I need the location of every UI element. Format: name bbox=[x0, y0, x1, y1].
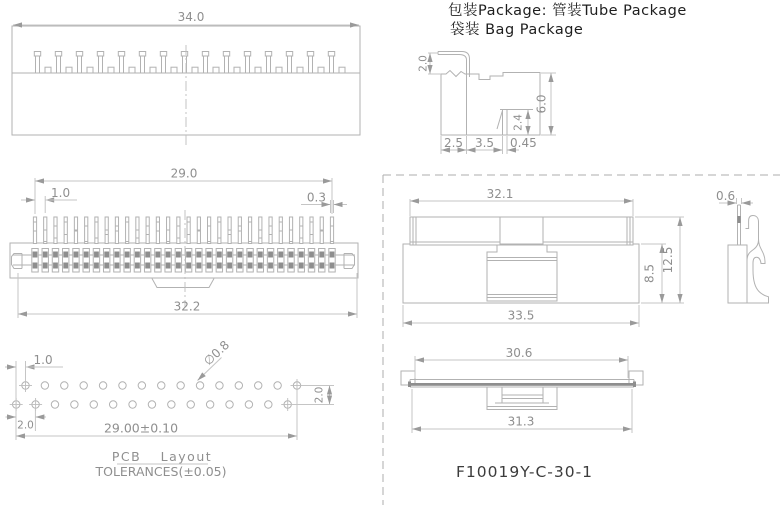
pin-cap bbox=[328, 52, 334, 57]
pin-cap bbox=[76, 52, 82, 57]
dim-6-0: 6.0 bbox=[534, 94, 549, 114]
pin-cap bbox=[160, 52, 166, 57]
pin-lead bbox=[126, 217, 129, 244]
pin-cap bbox=[55, 52, 61, 57]
pin-lead bbox=[187, 217, 190, 244]
board-edge bbox=[408, 383, 636, 386]
assembled-bottom-view bbox=[401, 346, 643, 433]
pin-side-view bbox=[418, 52, 557, 155]
pin-up bbox=[225, 56, 229, 73]
pcb-hole bbox=[245, 401, 252, 408]
dim-3-5: 3.5 bbox=[474, 136, 495, 150]
pin-lead bbox=[330, 217, 333, 244]
pin-down bbox=[255, 67, 261, 73]
pcb-hole bbox=[177, 382, 184, 389]
dim-32-2: 32.2 bbox=[173, 299, 201, 314]
tube-end-left bbox=[12, 254, 23, 269]
tube-end-right bbox=[344, 254, 355, 269]
pin-lead bbox=[95, 217, 98, 244]
pin-lead bbox=[269, 217, 272, 244]
pcb-hole bbox=[226, 401, 233, 408]
pcb-hole bbox=[187, 401, 194, 408]
dim-29-0: 29.0 bbox=[170, 166, 198, 181]
pin-lead bbox=[218, 217, 221, 244]
pin-up bbox=[330, 56, 334, 73]
pcb-hole bbox=[51, 401, 58, 408]
pin-up bbox=[309, 56, 313, 73]
pcb-hole bbox=[235, 382, 242, 389]
pcb-holes bbox=[10, 379, 304, 411]
pin-cap bbox=[181, 52, 187, 57]
packaging-note bbox=[448, 2, 687, 38]
pcb-hole bbox=[119, 382, 126, 389]
pcb-hole bbox=[158, 382, 165, 389]
pcb-hole bbox=[216, 382, 223, 389]
bent-pin bbox=[438, 52, 470, 78]
pin-cap bbox=[97, 52, 103, 57]
pin-cap bbox=[118, 52, 124, 57]
pin-up bbox=[246, 56, 250, 73]
pin-down bbox=[150, 67, 156, 73]
pin-lead bbox=[238, 217, 241, 244]
part-number-label: F10019Y-C-30-1 bbox=[456, 463, 594, 481]
pin-lead bbox=[310, 217, 313, 244]
pin-down bbox=[213, 67, 219, 73]
dim-33-5: 33.5 bbox=[507, 308, 535, 323]
dim-2-0-pitch: 2.0 bbox=[17, 419, 34, 432]
pin-cap bbox=[139, 52, 145, 57]
pin-up bbox=[57, 56, 61, 73]
packaging-line-2: 袋装 Bag Package bbox=[450, 22, 584, 38]
dim-2-0-rowgap: 2.0 bbox=[313, 386, 326, 404]
pin-lead bbox=[85, 217, 88, 244]
assembled-side-view bbox=[716, 189, 769, 303]
assembled-front-view bbox=[403, 187, 684, 327]
pin-lead bbox=[248, 217, 251, 244]
pin-lead bbox=[177, 217, 180, 244]
dim-30-6: 30.6 bbox=[505, 346, 533, 360]
pin-up bbox=[267, 56, 271, 73]
dim-0-6: 0.6 bbox=[716, 189, 736, 203]
pcb-hole bbox=[265, 401, 272, 408]
pin-down bbox=[297, 67, 303, 73]
connector-front-view bbox=[10, 167, 358, 319]
pcb-hole bbox=[196, 382, 203, 389]
assembled-panel bbox=[383, 175, 780, 505]
pcb-hole bbox=[138, 382, 145, 389]
pcb-hole bbox=[206, 401, 213, 408]
pin-down bbox=[318, 67, 324, 73]
pin-down bbox=[108, 67, 114, 73]
pin-up bbox=[78, 56, 82, 73]
pin-cap bbox=[286, 52, 292, 57]
pin-down bbox=[171, 67, 177, 73]
pcb-hole bbox=[129, 401, 136, 408]
dim-2-4: 2.4 bbox=[512, 114, 525, 131]
pin-up bbox=[162, 56, 166, 73]
pin-cap bbox=[244, 52, 250, 57]
pin-up bbox=[120, 56, 124, 73]
pin-down bbox=[66, 67, 72, 73]
pcb-hole bbox=[71, 401, 78, 408]
pin-up bbox=[288, 56, 292, 73]
side-latch-hook bbox=[747, 239, 769, 303]
pcb-hole bbox=[168, 401, 175, 408]
pcb-hole bbox=[61, 382, 68, 389]
pcb-hole bbox=[148, 401, 155, 408]
dim-2-5: 2.5 bbox=[443, 136, 464, 150]
pin-cap bbox=[223, 52, 229, 57]
pin-lead bbox=[33, 217, 36, 244]
pin-up bbox=[141, 56, 145, 73]
dim-12-5: 12.5 bbox=[661, 246, 675, 274]
pin-cap bbox=[34, 52, 40, 57]
pcb-hole bbox=[274, 382, 281, 389]
pin-down bbox=[45, 67, 51, 73]
top-view-pins bbox=[34, 52, 345, 74]
pcb-hole bbox=[99, 382, 106, 389]
pcb-hole bbox=[90, 401, 97, 408]
housing-outline bbox=[441, 71, 540, 136]
latch-outline bbox=[487, 245, 557, 301]
pin-down bbox=[339, 67, 345, 73]
pcb-layout-title: PCB Layout bbox=[111, 449, 213, 464]
pin-lead bbox=[54, 217, 57, 244]
pin-lead bbox=[64, 217, 67, 244]
pin-down bbox=[192, 67, 198, 73]
side-body bbox=[728, 245, 747, 303]
pin-lead bbox=[208, 217, 211, 244]
pin-up bbox=[36, 56, 40, 73]
pin-lead bbox=[115, 217, 118, 244]
dim-1-0-offset: 1.0 bbox=[33, 353, 53, 367]
dim-2-0-pin: 2.0 bbox=[417, 55, 430, 72]
pin-up bbox=[99, 56, 103, 73]
pin-lead bbox=[146, 217, 149, 244]
front-view-pins bbox=[32, 217, 335, 272]
dim-34: 34.0 bbox=[177, 10, 205, 24]
dim-29-00: 29.00±0.10 bbox=[103, 420, 179, 436]
pin-down bbox=[234, 67, 240, 73]
pin-up bbox=[204, 56, 208, 73]
dim-0-45: 0.45 bbox=[510, 136, 537, 150]
pin-cap bbox=[202, 52, 208, 57]
dim-32-1: 32.1 bbox=[486, 187, 514, 201]
pin-down bbox=[129, 67, 135, 73]
dim-0-3: 0.3 bbox=[306, 190, 326, 205]
pcb-hole bbox=[80, 382, 87, 389]
pcb-hole bbox=[41, 382, 48, 389]
dim-1-0: 1.0 bbox=[51, 186, 71, 200]
dim-8-5: 8.5 bbox=[642, 263, 657, 284]
pcb-layout-view bbox=[5, 338, 334, 479]
pin-down bbox=[276, 67, 282, 73]
pin-cap bbox=[265, 52, 271, 57]
pcb-hole bbox=[109, 401, 116, 408]
pin-lead bbox=[279, 217, 282, 244]
packaging-line-1: 包装Package: 管装Tube Package bbox=[448, 3, 687, 19]
pin-down bbox=[87, 67, 93, 73]
pcb-hole bbox=[255, 382, 262, 389]
pin-lead bbox=[300, 217, 303, 244]
tube-top-view bbox=[12, 10, 360, 147]
dim-31-3: 31.3 bbox=[507, 414, 535, 429]
dim-hole-diameter: ∅0.8 bbox=[200, 337, 233, 369]
key-tab bbox=[152, 279, 214, 288]
pin-cap bbox=[307, 52, 313, 57]
pin-lead bbox=[156, 217, 159, 244]
pcb-tolerance-note: TOLERANCES(±0.05) bbox=[95, 464, 227, 479]
